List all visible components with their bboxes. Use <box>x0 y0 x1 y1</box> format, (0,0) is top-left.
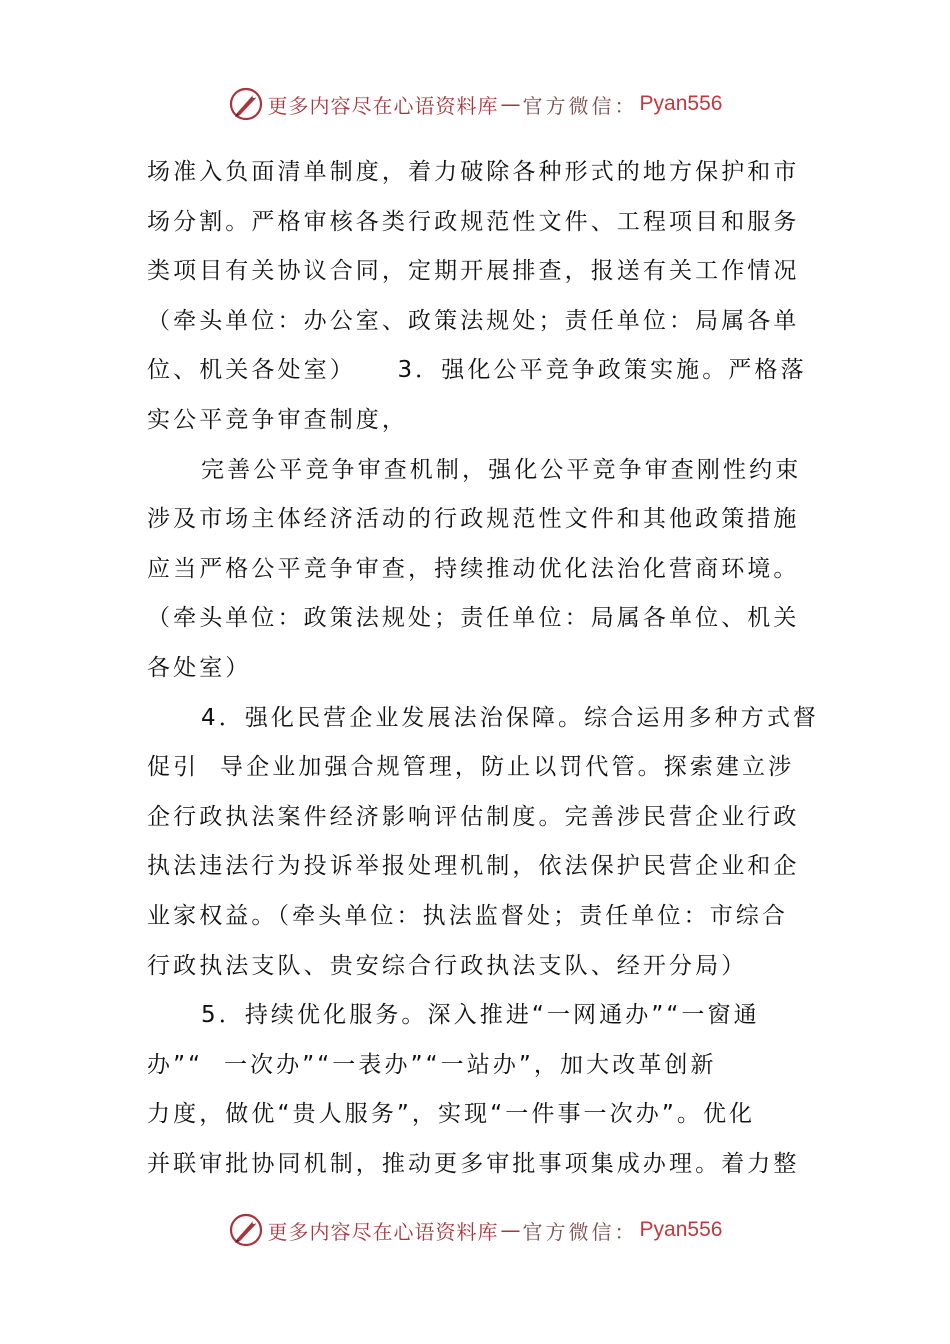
paragraph-start-line: 4．强化民营企业发展法治保障。综合运用多种方式督 <box>201 704 820 731</box>
text-line: 场分割。严格审核各类行政规范性文件、工程项目和服务 <box>147 208 800 235</box>
text-line: 促引 导企业加强合规管理，防止以罚代管。探索建立涉 <box>147 754 795 781</box>
text-line: 并联审批协同机制，推动更多审批事项集成办理。着力整 <box>147 1150 800 1177</box>
text-line: 应当严格公平竞争审查，持续推动优化法治化营商环境。 <box>147 555 800 582</box>
text-line: （牵头单位：政策法规处；责任单位：局属各单位、机关 <box>147 605 800 632</box>
text-line: 涉及市场主体经济活动的行政规范性文件和其他政策措施 <box>147 506 800 533</box>
text-line: 企行政执法案件经济影响评估制度。完善涉民营企业行政 <box>147 803 800 830</box>
text-line: 各处室） <box>147 654 252 681</box>
promo-text: 更多内容尽在心语资料库 <box>267 93 499 118</box>
header-banner <box>0 84 950 124</box>
pen-logo-icon <box>228 1212 264 1248</box>
footer-banner <box>0 1210 950 1250</box>
text-line: （牵头单位：办公室、政策法规处；责任单位：局属各单 <box>147 307 800 334</box>
document-body <box>147 148 820 1189</box>
text-line: 业家权益。（牵头单位：执法监督处；责任单位：市综合 <box>147 902 788 929</box>
text-line: 类项目有关协议合同，定期开展排查，报送有关工作情况 <box>147 258 800 285</box>
paragraph-start-line: 完善公平竞争审查机制，强化公平竞争审查刚性约束 <box>201 456 802 483</box>
wechat-label: 官方微信： <box>522 1219 638 1244</box>
promo-text: 更多内容尽在心语资料库 <box>267 1219 499 1244</box>
text-line: 行政执法支队、贵安综合行政执法支队、经开分局） <box>147 952 748 979</box>
banner-dash: — <box>500 92 521 116</box>
paragraph-start-line: 5．持续优化服务。深入推进“一网通办”“一窗通 <box>201 1002 760 1029</box>
wechat-id: Pyan556 <box>639 1218 723 1241</box>
text-line: 场准入负面清单制度，着力破除各种形式的地方保护和市 <box>147 159 800 185</box>
wechat-label: 官方微信： <box>522 93 638 118</box>
pen-logo-icon <box>228 86 264 122</box>
text-line: 实公平竞争审查制度， <box>147 406 408 433</box>
text-line: 执法违法行为投诉举报处理机制，依法保护民营企业和企 <box>147 853 800 880</box>
wechat-id: Pyan556 <box>639 92 723 115</box>
text-line: 位、机关各处室） 3．强化公平竞争政策实施。严格落 <box>147 357 807 384</box>
text-line: 力度，做优“贵人服务”，实现“一件事一次办”。优化 <box>147 1101 756 1128</box>
text-line: 办”“ 一次办”“一表办”“一站办”，加大改革创新 <box>147 1051 717 1078</box>
banner-dash: — <box>500 1218 521 1242</box>
